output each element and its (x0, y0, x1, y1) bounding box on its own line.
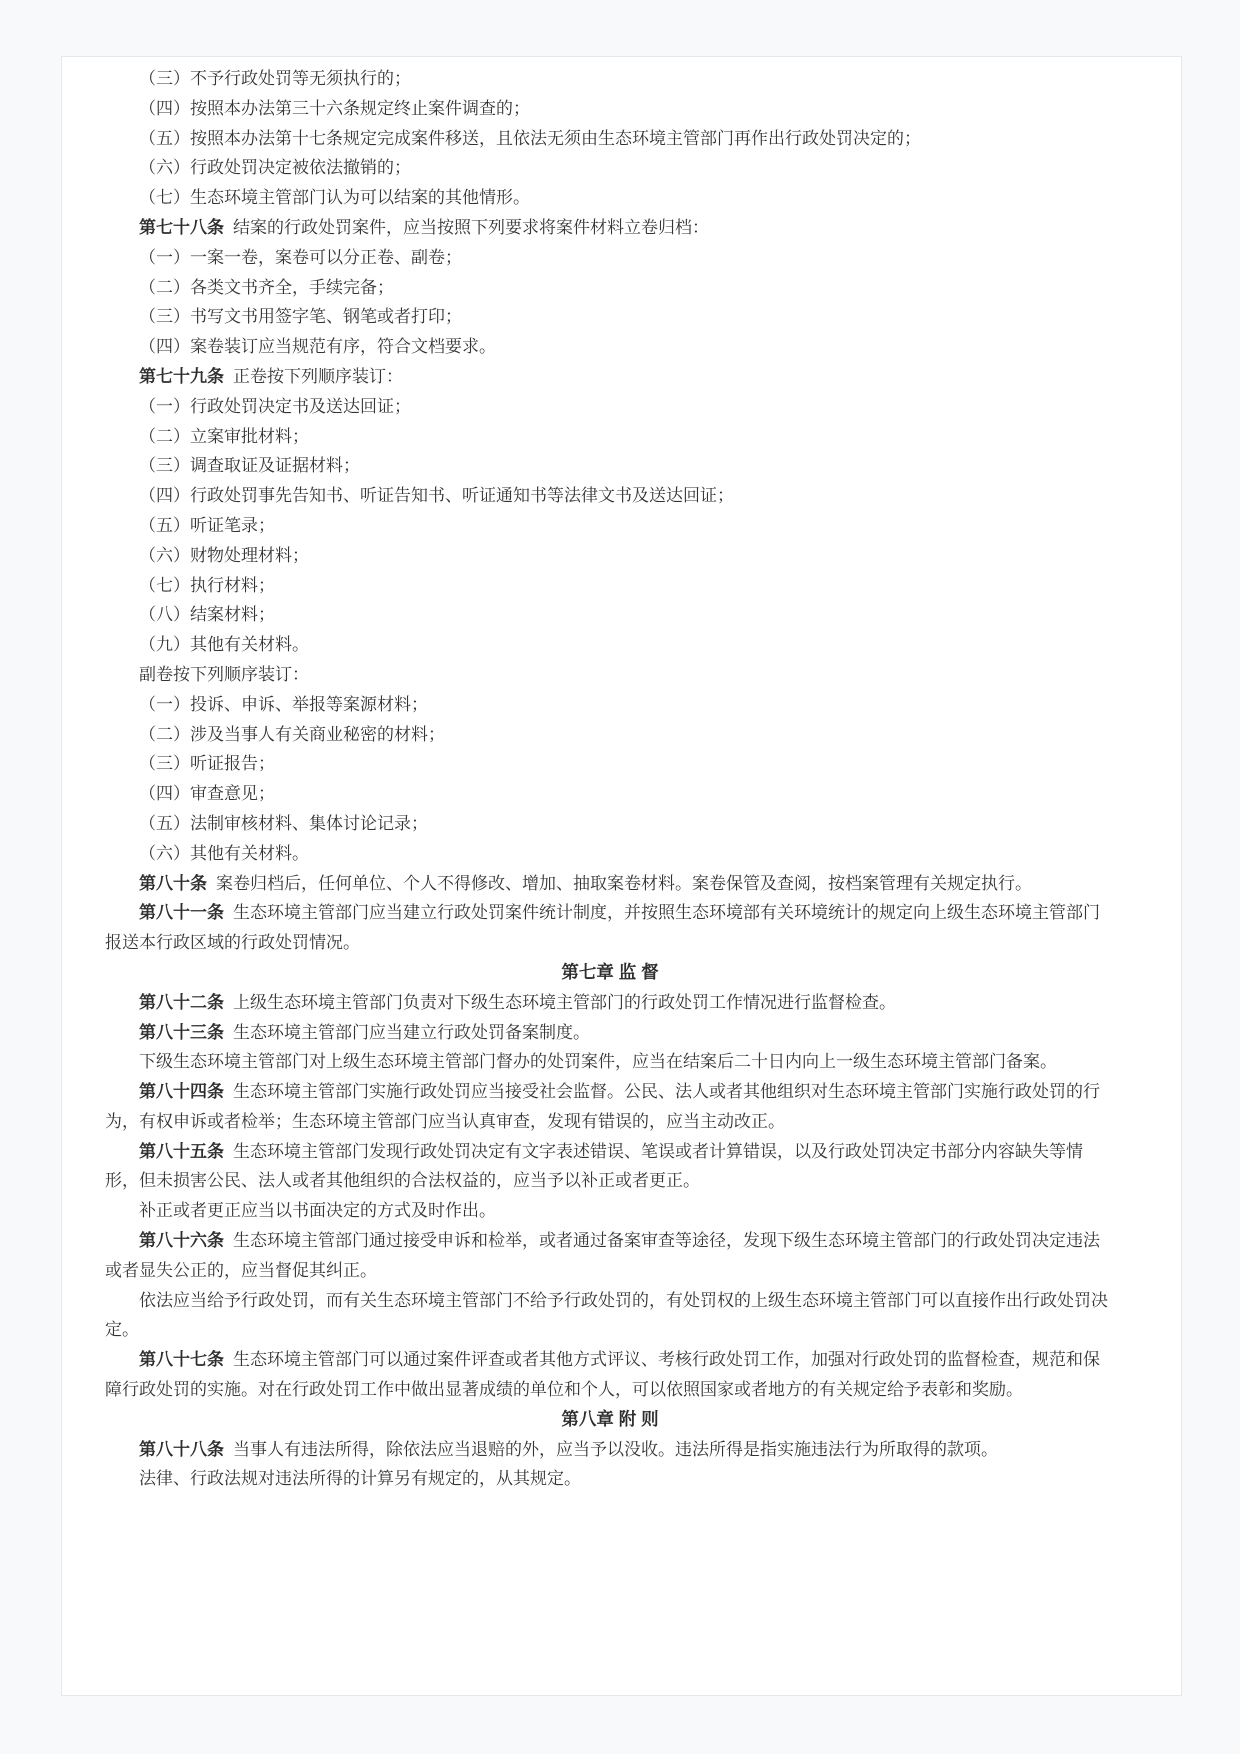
document-page (61, 56, 1182, 1696)
article-text: 生态环境主管部门发现行政处罚决定有文字表述错误、笔误或者计算错误，以及行政处罚决定书部分内容缺失等情形，但未损害公民、法人或者其他组织的合法权益的，应当予以补正或者更正。 (105, 1141, 1083, 1191)
paragraph: 下级生态环境主管部门对上级生态环境主管部门督办的处罚案件，应当在结案后二十日内向上一级生态环境主管部门备案。 (139, 1052, 1057, 1072)
list-item: （一）投诉、申诉、举报等案源材料； (139, 694, 428, 714)
article-number: 第八十一条 (139, 903, 224, 923)
article-number: 第八十五条 (139, 1141, 224, 1161)
list-item: （九）其他有关材料。 (139, 635, 309, 655)
list-item: （二）各类文书齐全，手续完备； (139, 277, 394, 297)
article-text: 生态环境主管部门可以通过案件评查或者其他方式评议、考核行政处罚工作，加强对行政处罚的监督检查，规范和保障行政处罚的实施。对在行政处罚工作中做出显著成绩的单位和个人，可以依照国家或者地方的有关规定给予表彰和奖励。 (105, 1350, 1100, 1400)
list-item: （二）涉及当事人有关商业秘密的材料； (139, 724, 445, 744)
list-item: （四）审查意见； (139, 784, 275, 804)
article-paragraph (105, 213, 1115, 243)
list-item: （三）调查取证及证据材料； (139, 456, 360, 476)
article-text: 生态环境主管部门实施行政处罚应当接受社会监督。公民、法人或者其他组织对生态环境主管部门实施行政处罚的行为，有权申诉或者检举；生态环境主管部门应当认真审查，发现有错误的，应当主动改正。 (105, 1082, 1100, 1131)
article-paragraph (105, 1077, 1115, 1137)
article-number: 第八十二条 (139, 992, 224, 1012)
list-item: （六）行政处罚决定被依法撤销的； (139, 158, 411, 178)
article-number: 第八十三条 (139, 1022, 224, 1042)
list-item: （六）财物处理材料； (139, 545, 309, 565)
list-item: （七）执行材料； (139, 575, 275, 595)
list-item: （六）其他有关材料。 (139, 843, 309, 863)
paragraph: 副卷按下列顺序装订： (139, 664, 309, 684)
article-text: 生态环境主管部门通过接受申诉和检举，或者通过备案审查等途径，发现下级生态环境主管部门的行政处罚决定违法或者显失公正的，应当督促其纠正。 (105, 1231, 1100, 1280)
article-paragraph (105, 898, 1115, 958)
article-paragraph (105, 1018, 1115, 1048)
list-item: （一）行政处罚决定书及送达回证； (139, 396, 411, 416)
list-item: （一）一案一卷，案卷可以分正卷、副卷； (139, 247, 462, 267)
article-paragraph (105, 1345, 1115, 1405)
article-number: 第八十四条 (139, 1082, 224, 1102)
list-item: （三）不予行政处罚等无须执行的； (139, 69, 411, 88)
list-item: （八）结案材料； (139, 605, 275, 625)
article-paragraph (105, 1137, 1115, 1197)
paragraph: 补正或者更正应当以书面决定的方式及时作出。 (139, 1201, 496, 1221)
article-text: 上级生态环境主管部门负责对下级生态环境主管部门的行政处罚工作情况进行监督检查。 (233, 992, 896, 1012)
list-item: （四）案卷装订应当规范有序，符合文档要求。 (139, 337, 496, 357)
chapter-heading: 第七章 监 督 (561, 961, 659, 982)
article-paragraph (105, 988, 1115, 1018)
article-number: 第八十七条 (139, 1350, 224, 1370)
list-item: （三）书写文书用签字笔、钢笔或者打印； (139, 307, 462, 327)
article-number: 第八十六条 (139, 1231, 224, 1251)
article-number: 第七十八条 (139, 217, 224, 237)
list-item: （七）生态环境主管部门认为可以结案的其他情形。 (139, 188, 530, 208)
list-item: （四）行政处罚事先告知书、听证告知书、听证通知书等法律文书及送达回证； (139, 486, 734, 506)
paragraph: 依法应当给予行政处罚，而有关生态环境主管部门不给予行政处罚的，有处罚权的上级生态环境主管部门可以直接作出行政处罚决定。 (105, 1290, 1108, 1340)
article-paragraph (105, 869, 1115, 899)
article-text: 案卷归档后，任何单位、个人不得修改、增加、抽取案卷材料。案卷保管及查阅，按档案管理有关规定执行。 (216, 873, 1032, 893)
list-item: （二）立案审批材料； (139, 426, 309, 446)
article-number: 第七十九条 (139, 366, 224, 386)
article-number: 第八十条 (139, 873, 207, 893)
list-item: （三）听证报告； (139, 754, 275, 774)
article-number: 第八十八条 (139, 1439, 224, 1459)
article-text: 当事人有违法所得，除依法应当退赔的外，应当予以没收。违法所得是指实施违法行为所取得的款项。 (233, 1439, 998, 1459)
article-paragraph (105, 1435, 1115, 1465)
article-text: 正卷按下列顺序装订： (233, 366, 403, 386)
chapter-heading: 第八章 附 则 (561, 1408, 659, 1429)
article-text: 生态环境主管部门应当建立行政处罚备案制度。 (233, 1022, 590, 1042)
article-text: 结案的行政处罚案件，应当按照下列要求将案件材料立卷归档： (233, 217, 709, 237)
paragraph: 法律、行政法规对违法所得的计算另有规定的，从其规定。 (139, 1469, 581, 1489)
list-item: （四）按照本办法第三十六条规定终止案件调查的； (139, 98, 530, 118)
list-item: （五）法制审核材料、集体讨论记录； (139, 813, 428, 833)
list-item: （五）按照本办法第十七条规定完成案件移送，且依法无须由生态环境主管部门再作出行政处罚决定的； (139, 128, 921, 148)
article-paragraph (105, 1226, 1115, 1286)
document-content (105, 64, 1115, 1494)
article-text: 生态环境主管部门应当建立行政处罚案件统计制度，并按照生态环境部有关环境统计的规定向上级生态环境主管部门报送本行政区域的行政处罚情况。 (105, 903, 1100, 953)
article-paragraph (105, 362, 1115, 392)
list-item: （五）听证笔录； (139, 515, 275, 535)
